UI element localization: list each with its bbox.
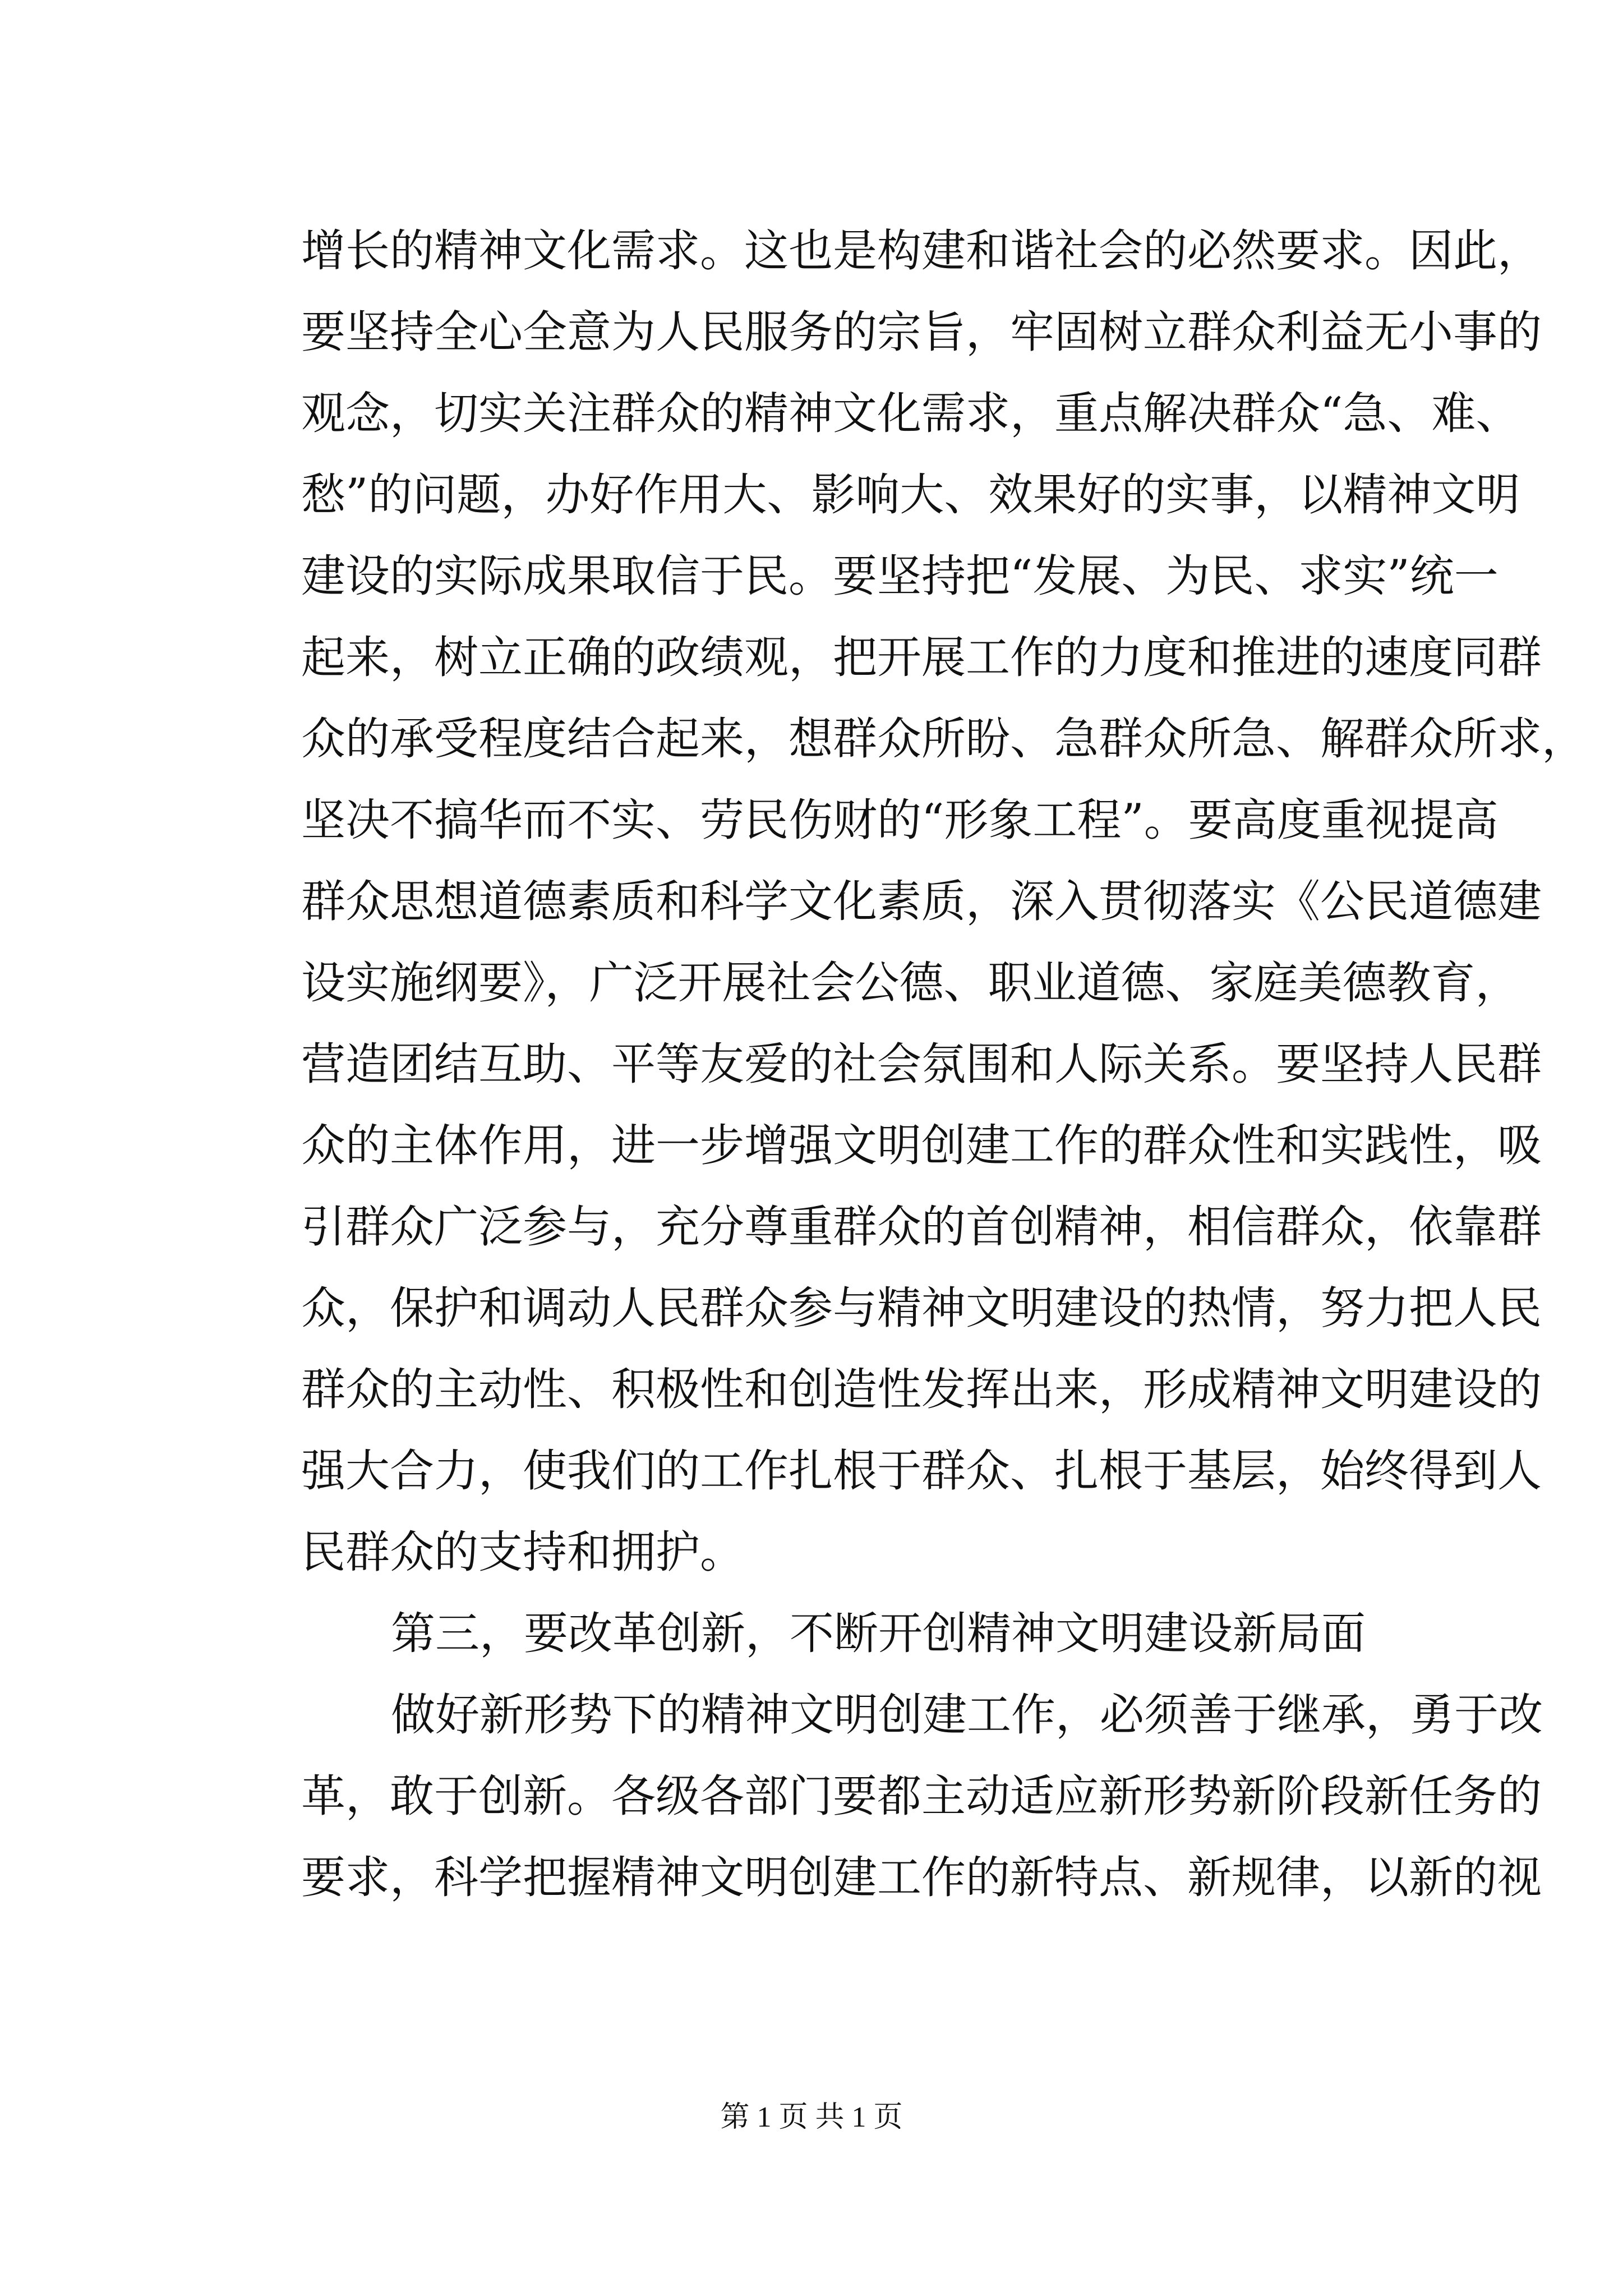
body-text-line: 要坚持全心全意为人民服务的宗旨，牢固树立群众利益无小事的 [301, 306, 1542, 358]
body-text-line: 要求，科学把握精神文明创建工作的新特点、新规律，以新的视 [301, 1852, 1542, 1903]
body-text-line: 民群众的支持和拥护。 [301, 1526, 744, 1578]
body-text-line: 起来，树立正确的政绩观，把开展工作的力度和推进的速度同群 [301, 632, 1542, 683]
body-text-line: 愁”的问题，办好作用大、影响大、效果好的实事，以精神文明 [301, 469, 1520, 521]
body-text-line: 增长的精神文化需求。这也是构建和谐社会的必然要求。因此， [301, 225, 1542, 277]
body-text-line: 众，保护和调动人民群众参与精神文明建设的热情，努力把人民 [301, 1282, 1542, 1334]
page-footer: 第 1 页 共 1 页 [720, 2101, 903, 2133]
body-text-line: 坚决不搞华而不实、劳民伤财的“形象工程”。要高度重视提高 [301, 794, 1498, 846]
body-text-line: 建设的实际成果取信于民。要坚持把“发展、为民、求实”统一 [301, 550, 1498, 602]
body-text-line: 群众的主动性、积极性和创造性发挥出来，形成精神文明建设的 [301, 1364, 1542, 1415]
body-text-line: 做好新形势下的精神文明创建工作，必须善于继承，勇于改 [391, 1689, 1543, 1741]
body-text-line: 群众思想道德素质和科学文化素质，深入贯彻落实《公民道德建 [301, 876, 1542, 927]
body-text-line: 众的承受程度结合起来，想群众所盼、急群众所急、解群众所求， [301, 713, 1586, 765]
section-heading: 第三，要改革创新，不断开创精神文明建设新局面 [391, 1608, 1366, 1659]
body-text-line: 革，敢于创新。各级各部门要都主动适应新形势新阶段新任务的 [301, 1770, 1542, 1822]
body-text-line: 众的主体作用，进一步增强文明创建工作的群众性和实践性，吸 [301, 1120, 1542, 1171]
body-text-line: 营造团结互助、平等友爱的社会氛围和人际关系。要坚持人民群 [301, 1038, 1542, 1090]
body-text-line: 观念，切实关注群众的精神文化需求，重点解决群众“急、难、 [301, 388, 1520, 439]
body-text-line: 设实施纲要》，广泛开展社会公德、职业道德、家庭美德教育， [301, 957, 1520, 1009]
body-text-line: 引群众广泛参与，充分尊重群众的首创精神，相信群众，依靠群 [301, 1201, 1542, 1253]
body-text-line: 强大合力，使我们的工作扎根于群众、扎根于基层，始终得到人 [301, 1445, 1542, 1497]
